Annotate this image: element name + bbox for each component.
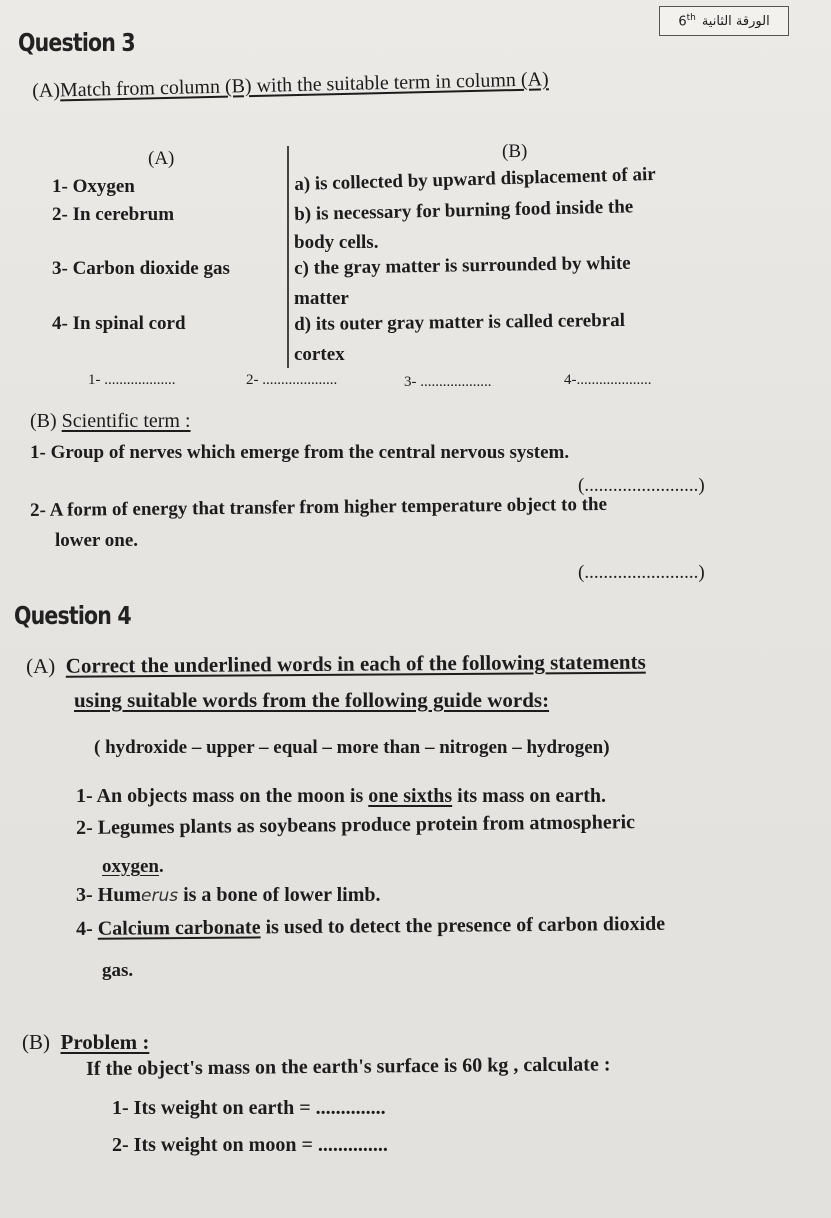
statement-4-end: gas. [102,960,134,981]
handwritten-correction: erus [141,886,179,906]
column-a-item: 2- In cerebrum [52,204,175,225]
column-b-line: body cells. [294,232,379,253]
statement-4: 4- Calcium carbonate is used to detect the presence of carbon dioxide [76,912,666,940]
scientific-term-item: 1- Group of nerves which emerge from the central nervous system. [30,442,570,463]
page-number: 6th [678,12,696,30]
statement-2-end: oxygen. [102,856,164,877]
problem-statement: If the object's mass on the earth's surface is 60 kg , calculate : [86,1053,611,1080]
problem-item: 2- Its weight on moon = .............. [112,1134,388,1156]
column-b-line: b) is necessary for burning food inside the [294,196,634,225]
q4-partA-instruction-line2: using suitable words from the following guide words: [74,688,550,712]
column-divider [287,146,289,368]
column-a-item: 3- Carbon dioxide gas [52,258,230,279]
answer-blank: 1- ................... [88,372,176,388]
scientific-term-item: lower one. [55,530,139,551]
column-a-item: 1- Oxygen [52,176,135,197]
q4-partA-instruction: (A) Correct the underlined words in each of the following statements [26,649,646,678]
column-b-header: (B) [502,141,528,162]
question-4-heading: Question 4 [14,601,131,630]
guide-words: ( hydroxide – upper – equal – more than – nitrogen – hydrogen) [94,737,610,758]
column-b-line: d) its outer gray matter is called cerebral [294,309,626,335]
answer-blank: (........................) [578,475,705,496]
question-3-heading: Question 3 [18,28,135,57]
q3-partA-instruction: (A)Match from column (B) with the suitable term in column (A) [32,68,549,102]
column-b-line: matter [294,288,349,309]
column-b-line: c) the gray matter is surrounded by white [294,252,631,279]
statement-1: 1- An objects mass on the moon is one sixths its mass on earth. [76,785,607,807]
answer-blank: (........................) [578,562,705,583]
answer-blank: 2- .................... [246,372,338,388]
scientific-term-item: 2- A form of energy that transfer from higher temperature object to the [30,493,608,521]
answer-blank: 4-.................... [564,372,652,388]
q4-partB-heading: (B) Problem : [22,1030,150,1054]
column-a-header: (A) [148,148,175,169]
q3-partB-heading: (B) Scientific term : [30,410,191,432]
column-b-line: cortex [294,344,345,365]
page-number-badge [659,6,789,36]
column-a-item: 4- In spinal cord [52,313,186,334]
statement-3: 3- Humerus is a bone of lower limb. [76,884,381,906]
page-label-arabic: الورقة الثانية [701,13,770,29]
problem-item: 1- Its weight on earth = .............. [112,1097,386,1119]
column-b-line: a) is collected by upward displacement of air [294,163,656,195]
statement-2: 2- Legumes plants as soybeans produce protein from atmospheric [76,811,636,839]
answer-blank: 3- ................... [404,374,492,390]
